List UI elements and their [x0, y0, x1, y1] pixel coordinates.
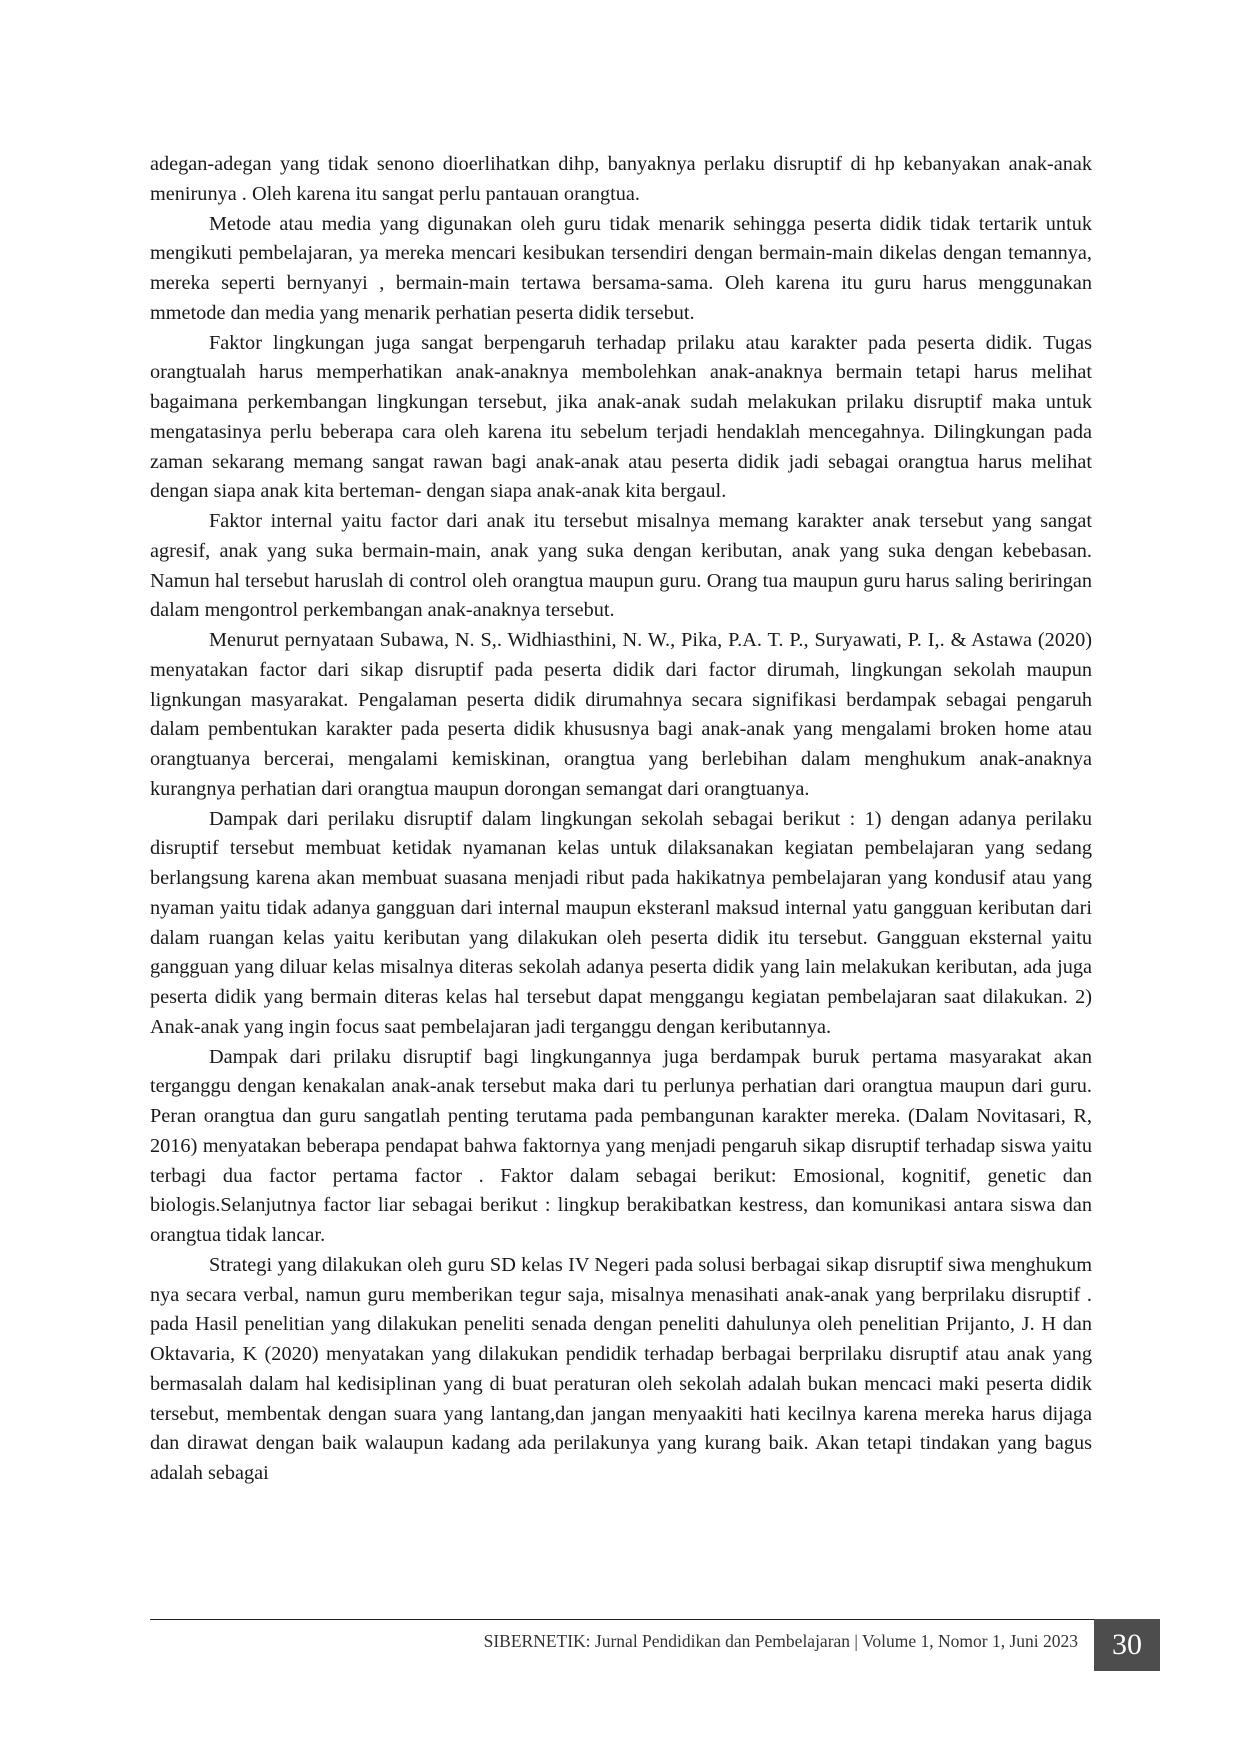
footer-divider: [150, 1619, 1094, 1620]
paragraph: Menurut pernyataan Subawa, N. S,. Widhiasthini, N. W., Pika, P.A. T. P., Suryawati, P. I,. & Astawa (2020) menyatakan factor dari sikap disruptif pada peserta didik dari factor dirumah, lingkungan sekolah maupun lignkungan masyarakat. Pengalaman peserta didik dirumahnya secara signifikasi berdampak sebagai pengaruh dalam pembentukan karakter pada peserta didik khususnya bagi anak-anak yang mengalami broken home atau orangtuanya bercerai, mengalami kemiskinan, orangtua yang berlebihan dalam menghukum anak-anaknya kurangnya perhatian dari orangtua maupun dorongan semangat dari orangtuanya.: [150, 629, 1092, 800]
paragraph: Faktor lingkungan juga sangat berpengaruh terhadap prilaku atau karakter pada peserta didik. Tugas orangtualah harus memperhatikan anak-anaknya membolehkan anak-anaknya bermain tetapi harus melihat bagaimana perkembangan lingkungan tersebut, jika anak-anak sudah melakukan prilaku disruptif maka untuk mengatasinya perlu beberapa cara oleh karena itu sebelum terjadi hendaklah mencegahnya. Dilingkungan pada zaman sekarang memang sangat rawan bagi anak-anak atau peserta didik jadi sebagai orangtua harus melihat dengan siapa anak kita berteman- dengan siapa anak-anak kita bergaul.: [150, 331, 1092, 503]
page-number: 30: [1094, 1619, 1160, 1671]
journal-issue: Volume 1, Nomor 1, Juni 2023: [862, 1631, 1078, 1651]
paragraph: adegan-adegan yang tidak senono dioerlihatkan dihp, banyaknya perlaku disruptif di hp kebanyakan anak-anak menirunya . Oleh karena itu sangat perlu pantauan orangtua.: [150, 153, 1092, 205]
footer-separator: |: [854, 1631, 858, 1651]
paragraph: Strategi yang dilakukan oleh guru SD kelas IV Negeri pada solusi berbagai sikap disruptif siwa menghukum nya secara verbal, namun guru memberikan tegur saja, misalnya menasihati anak-anak yang berprilaku disruptif . pada Hasil penelitian yang dilakukan peneliti senada dengan peneliti dahulunya oleh penelitian Prijanto, J. H dan Oktavaria, K (2020) menyatakan yang dilakukan pendidik terhadap berbagai berprilaku disruptif atau anak yang bermasalah dalam hal kedisiplinan yang di buat peraturan oleh sekolah adalah bukan mencaci maki peserta didik tersebut, membentak dengan suara yang lantang,dan jangan menyaakiti hati kecilnya karena mereka harus dijaga dan dirawat dengan baik walaupun kadang ada perilakunya yang kurang baik. Akan tetapi tindakan yang bagus adalah sebagai: [150, 1253, 1092, 1484]
paragraph: Metode atau media yang digunakan oleh guru tidak menarik sehingga peserta didik tidak tertarik untuk mengikuti pembelajaran, ya mereka mencari kesibukan tersendiri dengan bermain-main dikelas dengan temannya, mereka seperti bernyanyi , bermain-main tertawa bersama-sama. Oleh karena itu guru harus menggunakan mmetode dan media yang menarik perhatian peserta didik tersebut.: [150, 212, 1092, 324]
running-footer: [150, 1631, 1078, 1652]
paragraph: Dampak dari perilaku disruptif dalam lingkungan sekolah sebagai berikut : 1) dengan adanya perilaku disruptif tersebut membuat ketidak nyamanan kelas untuk dilaksanakan kegiatan pembelajaran yang sedang berlangsung karena akan membuat suasana menjadi ribut pada hakikatnya pembelajaran yang kondusif atau yang nyaman yaitu tidak adanya gangguan dari internal maupun eksteranl maksud internal yatu gangguan keributan dari dalam ruangan kelas yaitu keributan yang dilakukan oleh peserta didik itu tersebut. Gangguan eksternal yaitu gangguan yang diluar kelas misalnya diteras sekolah adanya peserta didik yang lain melakukan keributan, ada juga peserta didik yang bermain diteras kelas hal tersebut dapat menggangu kegiatan pembelajaran saat dilakukan. 2) Anak-anak yang ingin focus saat pembelajaran jadi terganggu dengan keributannya.: [150, 807, 1092, 1038]
journal-name: SIBERNETIK: Jurnal Pendidikan dan Pembelajaran: [483, 1631, 851, 1651]
paragraph: Dampak dari prilaku disruptif bagi lingkungannya juga berdampak buruk pertama masyarakat akan terganggu dengan kenakalan anak-anak tersebut maka dari tu perlunya perhatian dari orangtua maupun dari guru. Peran orangtua dan guru sangatlah penting terutama pada pembangunan karakter mereka. (Dalam Novitasari, R, 2016) menyatakan beberapa pendapat bahwa faktornya yang menjadi pengaruh sikap disruptif terhadap siswa yaitu terbagi dua factor pertama factor . Faktor dalam sebagai berikut: Emosional, kognitif, genetic dan biologis.Selanjutnya factor liar sebagai berikut : lingkup berakibatkan kestress, dan komunikasi antara siswa dan orangtua tidak lancar.: [150, 1045, 1092, 1246]
body-text: [150, 150, 1092, 1489]
paragraph: Faktor internal yaitu factor dari anak itu tersebut misalnya memang karakter anak tersebut yang sangat agresif, anak yang suka bermain-main, anak yang suka dengan keributan, anak yang suka dengan kebebasan. Namun hal tersebut haruslah di control oleh orangtua maupun guru. Orang tua maupun guru harus saling beriringan dalam mengontrol perkembangan anak-anaknya tersebut.: [150, 510, 1092, 622]
